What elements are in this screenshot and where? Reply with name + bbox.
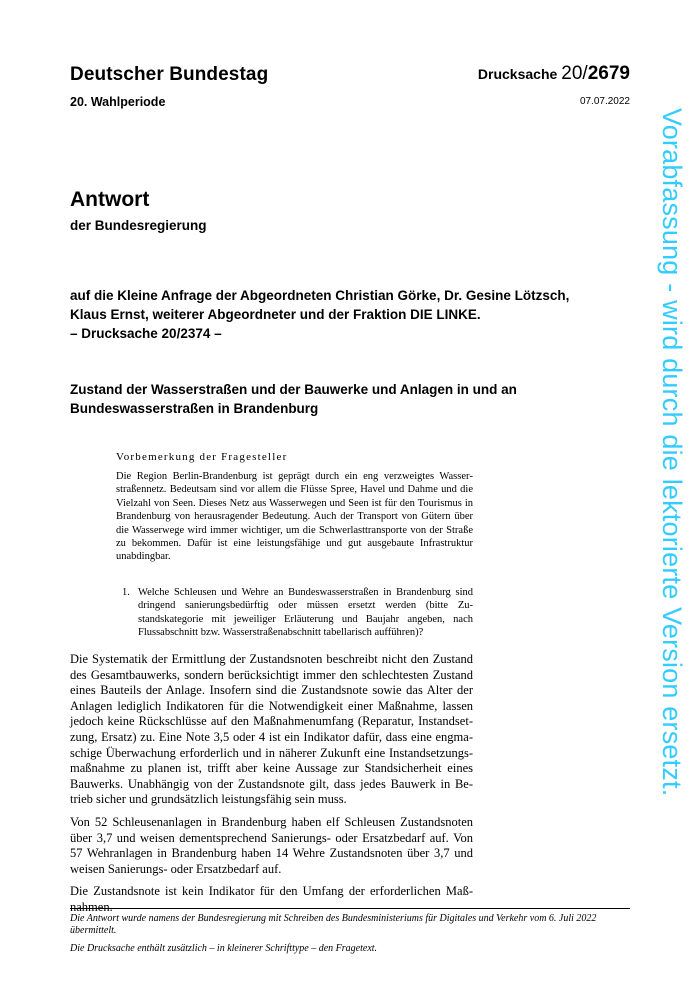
draft-watermark: [647, 108, 687, 888]
preliminary-heading: Vorbemerkung der Fragesteller: [116, 451, 288, 463]
inquiry-line: Klaus Ernst, weiterer Abgeordneter und der Fraktion DIE LINKE.: [70, 307, 481, 322]
preliminary-text: Die Region Berlin-Brandenburg ist geprägt durch ein eng verzweigtes Wasserstraßennetz. Bedeutsam sind vor allem die Flüsse Spree, Havel und Dahme und die Vielzahl von Seen. Dieses Netz aus Wasserwegen und Seen ist für den Tourismus in Brandenburg von herausragender Bedeutung. Auch der Transport von Gütern über die Wasserwege wird immer wichtiger, um die Schwerlasttransporte von der Straße zu bekommen. Dafür ist eine leistungsfähige und gut ausgebaute Infrastruktur unabdingbar.: [116, 471, 473, 563]
topic-line: Bundeswasserstraßen in Brandenburg: [70, 401, 319, 416]
footer-note: Die Antwort wurde namens der Bundesregierung mit Schreiben des Bundesministeriums für Digitales und Verkehr vom 6. Juli 2022 übermittelt.: [70, 913, 597, 937]
footer-divider: [70, 908, 630, 909]
question-text: Welche Schleusen und Wehre an Bundeswasserstraßen in Brandenburg sind dringend sanierungsbedürftig oder müssen ersetzt werden (bitte Zustandskategorie mit jeweiliger Erläuterung und Baujahr angeben, nach Flussabschnitt bzw. Wasserstraßenabschnitt tabellarisch aufführen)?: [138, 587, 473, 639]
footer-notes: [70, 913, 630, 960]
inquiry-topic: [70, 380, 630, 418]
drucksache-number-value: 2679: [587, 63, 630, 84]
electoral-period: 20. Wahlperiode: [70, 95, 166, 109]
inquiry-drucksache: – Drucksache 20/2374 –: [70, 326, 222, 341]
watermark-text: Vorabfassung - wird durch die lektorierte Version ersetzt.: [657, 108, 687, 797]
document-date: 07.07.2022: [579, 96, 630, 107]
drucksache-number-prefix: 20/: [561, 63, 588, 84]
answer-body: [70, 652, 473, 923]
question-1: [116, 586, 473, 640]
document-title: Antwort: [70, 188, 150, 211]
footer-note: Die Drucksache enthält zusätzlich – in kleinerer Schrifttype – den Fragetext.: [70, 942, 378, 954]
answer-paragraph: Von 52 Schleusenanlagen in Brandenburg haben elf Schleusen Zustandsnoten über 3,7 und weisen dementsprechend Sanierungs- oder Ersatzbedarf auf. Von 57 Wehranlagen in Brandenburg haben 14 Wehre Zustandsnoten über 3,7 und weisen Sanierungs- oder Ersatzbedarf auf.: [70, 814, 473, 876]
drucksache-number: [478, 63, 630, 85]
topic-line: Zustand der Wasserstraßen und der Bauwerke und Anlagen in und an: [70, 382, 517, 397]
answer-paragraph: Die Zustandsnote ist kein Indikator für den Umfang der erforderlichen Maßnahmen.: [70, 884, 473, 914]
institution-title: Deutscher Bundestag: [70, 64, 269, 85]
question-number: 1.: [122, 587, 130, 598]
answer-paragraph: Die Systematik der Ermittlung der Zustandsnoten beschreibt nicht den Zustand des Gesamtbauwerks, sondern berücksichtigt immer den schlechtesten Zustand eines Bauteils der Anlage. Insofern sind die Zustandsnote sowie das Alter der Anlagen lediglich Indikatoren für die Notwendigkeit einer Maßnahme, lassen jedoch keine Rückschlüsse auf den Maßnahmenumfang (Reparatur, Instandsetzung, Ersatz) zu. Eine Note 3,5 oder 4 ist ein Indikator dafür, dass eine engmaschige Überwachung erforderlich und in näherer Zukunft eine Instandsetzungsmaßnahme zu planen ist, trifft aber keine Aussage zur Standsicherheit eines Bauwerks. Unabhängig von der Zustandsnote gilt, dass jedes Bauwerk in Betrieb sicher und grundsätzlich leistungsfähig sein muss.: [70, 652, 473, 807]
inquiry-reference: [70, 286, 630, 343]
document-subtitle: der Bundesregierung: [70, 218, 207, 233]
inquiry-line: auf die Kleine Anfrage der Abgeordneten Christian Görke, Dr. Gesine Lötzsch,: [70, 288, 570, 303]
drucksache-label: Drucksache: [477, 66, 558, 82]
